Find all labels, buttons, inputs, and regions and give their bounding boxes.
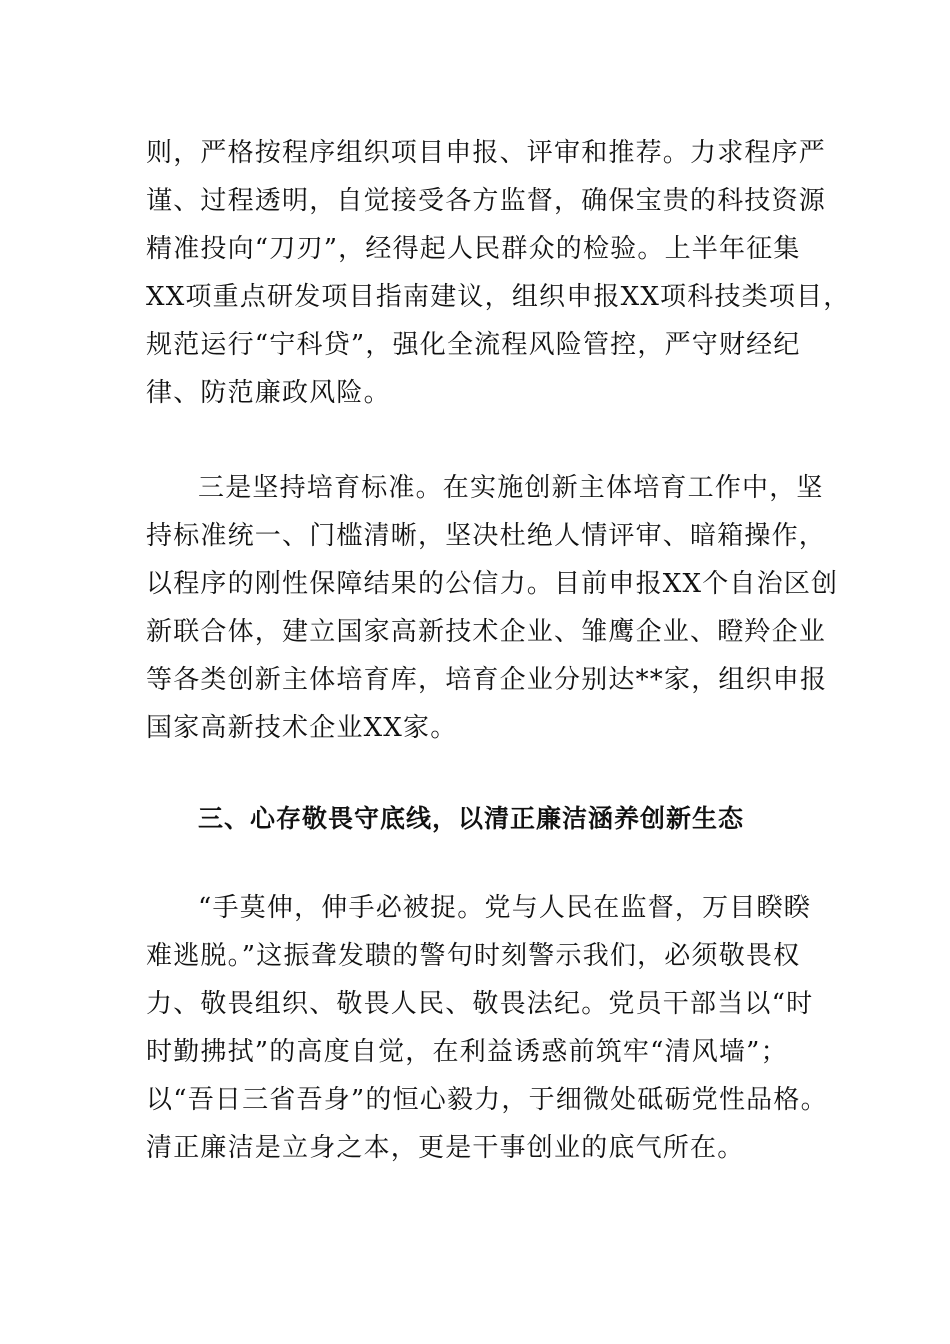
text-line: 以“吾日三省吾身”的恒心毅力，于细微处砥砺党性品格。 — [146, 1085, 828, 1115]
text-line: 三是坚持培育标准。在实施创新主体培育工作中，坚 — [198, 473, 824, 503]
text-line: 新联合体，建立国家高新技术企业、雏鹰企业、瞪羚企业 — [146, 617, 827, 647]
text-line: 难逃脱。”这振聋发聩的警句时刻警示我们，必须敬畏权 — [146, 941, 801, 971]
text-line: 力、敬畏组织、敬畏人民、敬畏法纪。党员干部当以“时 — [146, 989, 814, 1019]
text-line: 则，严格按程序组织项目申报、评审和推荐。力求程序严 — [146, 138, 827, 168]
text-line: 以程序的刚性保障结果的公信力。目前申报XX个自治区创 — [146, 569, 839, 599]
text-line: 等各类创新主体培育库，培育企业分别达**家，组织申报 — [146, 665, 828, 695]
text-line: “手莫伸，伸手必被捉。党与人民在监督，万目睽睽 — [198, 893, 811, 923]
text-line: 律、防范廉政风险。 — [146, 378, 391, 408]
text-line: 精准投向“刀刃”，经得起人民群众的检验。上半年征集 — [146, 234, 801, 264]
section-heading: 三、心存敬畏守底线，以清正廉洁涵养创新生态 — [198, 804, 745, 833]
text-line: 规范运行“宁科贷”，强化全流程风险管控，严守财经纪 — [146, 330, 801, 360]
text-line: XX项重点研发项目指南建议，组织申报XX项科技类项目， — [146, 282, 851, 312]
text-line: 国家高新技术企业XX家。 — [146, 713, 458, 743]
text-line: 时勤拂拭”的高度自觉，在利益诱惑前筑牢“清风墙”； — [146, 1037, 788, 1067]
text-line: 谨、过程透明，自觉接受各方监督，确保宝贵的科技资源 — [146, 186, 827, 216]
text-line: 持标准统一、门槛清晰，坚决杜绝人情评审、暗箱操作， — [146, 521, 827, 551]
text-line: 清正廉洁是立身之本，更是干事创业的底气所在。 — [146, 1133, 745, 1163]
